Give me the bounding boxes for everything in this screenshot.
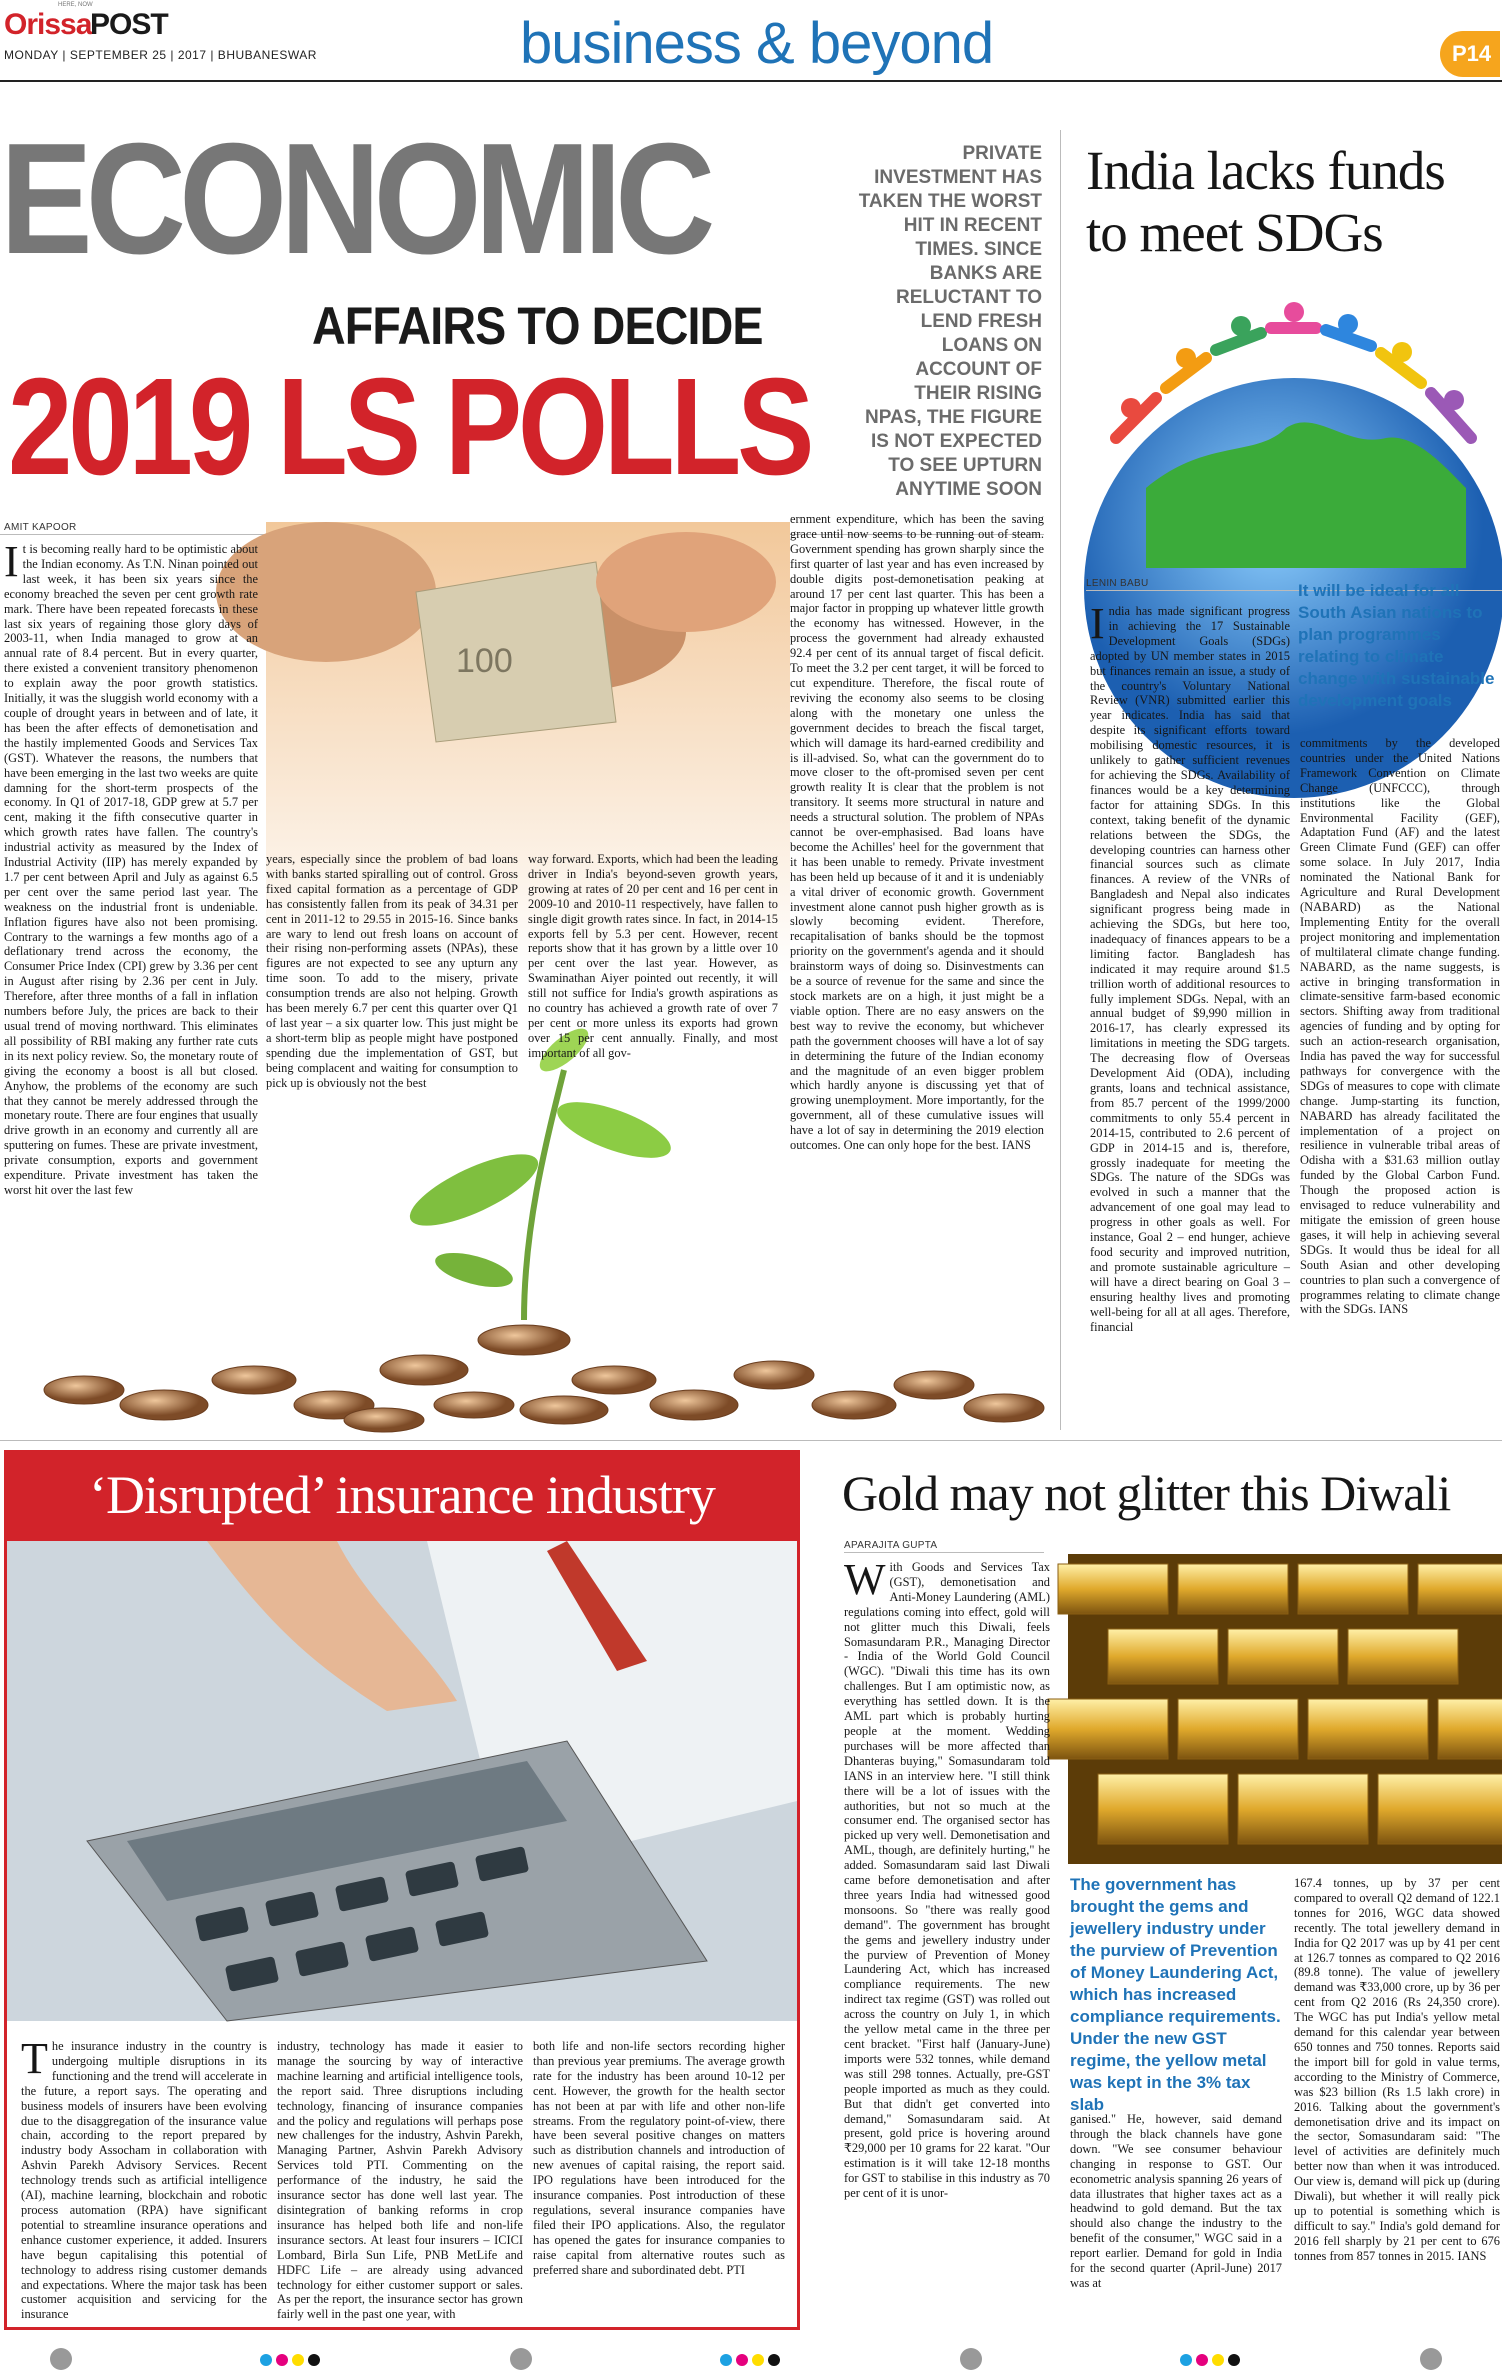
sdg-col2-text: commitments by the developed countries under the United Nations Framework Convention on Climate Change (UNFCCC), through institutions like the Global Environmental Facility (GEF), Adaptation Fund (AF) and the latest Green Climate Fund (GEF) can offer some solace. In July 2017, India nominated the National Bank for Agriculture and Rural Development (NABARD) as the National Implementing Entity for the overall project monitoring and implementation of multilateral climate change funding. NABARD, as the name suggests, is active in bringing transformation in climate-sensitive farm-based economic sectors. Shifting away from traditional agencies of funding and by opting for such an action-research organisation, India has paved the way for successful pathways for convergence with the SDGs of measures to cope with climate change. Jump-starting its function, NABARD has already facilitated the implementation of a project on resilience in vulnerable tribal areas of Odisha with a $31.63 million outlay funded by the Global Carbon Fund. Though the proposed action is envisaged to reduce vulnerability and mitigate the emission of green house gases, it will help in achieving several SDGs. It would thus be ideal for all South Asian and other developing countries to plan such a convergence of programmes relating to climate change with the SDGs. IANS <box>1300 736 1500 1317</box>
gold-column-3 <box>1294 1876 1500 2320</box>
sdg-drop-cap: I <box>1090 599 1105 648</box>
lead-headline-polls: 2019 LS POLLS <box>8 350 811 504</box>
reg-mark-magenta-3 <box>1196 2354 1208 2366</box>
gold-byline-rule <box>844 1552 1044 1553</box>
gold-column-1 <box>844 1555 1050 2320</box>
lead-byline: AMIT KAPOOR <box>4 522 77 533</box>
page-number-badge: P14 <box>1440 31 1500 77</box>
reg-mark-black-3 <box>1228 2354 1240 2366</box>
lead-column-4 <box>790 512 1044 1312</box>
lead-column-3 <box>528 852 778 1060</box>
logo-tagline: HERE, NOW <box>58 2 93 8</box>
insurance-col1-text: he insurance industry in the country is undergoing multiple disruptions in its functioning and the trend will accelerate in the future, a report says. The operating and business models of insurers have been evolving due to the disaggregation of the insurance value chain, according to the report prepared by industry body Assocham in collaboration with Ashvin Parekh Advisory Services. Recent technology trends such as artificial intelligence (AI), machine learning, blockchain and robotic process automation (RPA) have significant potential to streamline insurance operations and enhance customer experience, it added. Insurers have begun capitalising this potential of technology to address rising customer demands and expectations. Where the major task has been customer acquisition and servicing for the insurance <box>21 2039 267 2322</box>
reg-mark-grey-4 <box>1420 2348 1442 2370</box>
reg-mark-magenta-2 <box>736 2354 748 2366</box>
reg-mark-black-2 <box>768 2354 780 2366</box>
sdg-col1-text: ndia has made significant progress in achieving the 17 Sustainable Development Goals (SDGs) adopted by UN member states in 2015 but finances remain an issue, a study of the country's Voluntary National Review (VNR) submitted earlier this year indicates. India has said that despite its significant efforts toward mobilising domestic resources, it is unlikely to gather sufficient revenues for achieving the SDGs. Availability of finances would be a key determining factor for attaining SDGs. In this context, taking benefit of the dynamic relations between the SDGs, the developing countries can harness other financial sources such as climate finances. A review of the VNRs of Bangladesh and Nepal also indicates significant progress being made in achieving the SDGs, but here too, inadequacy of finances appears to be a limiting factor. Bangladesh has indicated it may require around $1.5 trillion worth of additional resources to fully implement SDGs. Nepal, with an annual budget of $9,990 million in 2016-17, has clearly expressed its limitations in meeting the SDG targets. The decreasing flow of Overseas Development Aid (ODA), including grants, loans and technical assistance, from 85.7 percent of the 1999/2000 commitments to only 55.4 percent in 2014-15, contributed to 2.6 percent of GDP in 2014-15 and is, therefore, grossly inadequate for meeting the SDGs. The nature of the SDGs was evolved in such a manner that the advancement of one goal may lead to progress in other goals as well. For instance, Goal 2 – end hunger, achieve food security and improved nutrition, and promote sustainable agriculture – will have a direct bearing on Goal 3 – ensuring healthy lives and promoting well-being for all at all ages. Therefore, financial <box>1090 604 1290 1334</box>
reg-mark-cyan-2 <box>720 2354 732 2366</box>
reg-mark-yellow-2 <box>752 2354 764 2366</box>
lead-col1-text: t is becoming really hard to be optimistic about the Indian economy. As T.N. Ninan pointed out last week, it has been six years since the economy breached the seven per cent growth rate mark. There have been repeated forecasts in these last six years of regaining those glory days of 2003-11, when India managed to grow at an annual rate of 8.4 percent. But in every quarter, there existed a convenient transitory phenomenon to explain away the poor growth statistics. Initially, it was the sluggish world economy with a couple of drought years in between and of late, it has been the after effects of demonetisation and the hastily implemented Goods and Services Tax (GST). Whatever the reasons, the numbers that have been emerging in the last two weeks are quite damning for the short-term prospects of the economy. In Q1 of 2017-18, GDP grew at 5.7 per cent, making it the fifth consecutive quarter in which growth rates have fallen. The country's industrial activity as measured by the Index of Industrial Activity (IIP) has merely expanded by 1.7 per cent between April and July as against 6.5 per cent over the same period last year. The weakness on the industrial front is undeniable. Inflation figures have also not been promising. Contrary to the warnings a few months ago of a deflationary trend across the economy, the Consumer Price Index (CPI) grew by 3.36 per cent in August after rising by 2.36 per cent in July. Therefore, after three months of a fall in inflation numbers before July, the prices are back to their usual trend of moving northward. This eliminates all possibility of RBI making any further rate cuts in its next policy review. So, the monetary route of giving the economy a boost is all but closed. Anyhow, the problems of the economy are such that they cannot be merely addressed through the monetary route. There are four engines that usually drive growth in an economy and currently all are sputtering on fumes. These are private investment, private consumption, exports and government expenditure. Private investment has taken the worst hit over the last few <box>4 542 258 1197</box>
drop-cap: I <box>4 537 19 586</box>
reg-mark-grey-1 <box>50 2348 72 2370</box>
insurance-column-3 <box>533 2039 785 2323</box>
masthead-logo <box>4 2 168 48</box>
reg-mark-yellow-3 <box>1212 2354 1224 2366</box>
logo-post: POST <box>90 8 168 41</box>
gold-column-2 <box>1070 2112 1282 2320</box>
insurance-col2-text: industry, technology has made it easier to manage the sourcing by way of interactive machine learning and artificial intelligence tools, the report said. Three disruptions including technology, financing of insurance companies and the policy and regulations will perhaps pose new challenges for the industry, Ashvin Parekh, Managing Partner, Ashvin Parekh Advisory Services told PTI. Commenting on the performance of the industry, he said the insurance sector has done well last year. The disintegration of banking reforms in crop insurance has helped both life and non-life insurance sectors. At least four insurers – ICICI Lombard, Birla Sun Life, PNB MetLife and HDFC Life – are already using advanced technology for either customer support or sales. As per the report, the insurance sector has grown fairly well in the past one year, with <box>277 2039 523 2322</box>
lead-column-1 <box>4 537 258 1390</box>
lead-headline-affairs: AFFAIRS TO DECIDE <box>312 297 763 356</box>
reg-mark-black-1 <box>308 2354 320 2366</box>
lead-col2-text: years, especially since the problem of bad loans with banks started spiralling out of control. Gross fixed capital formation as a percentage of GDP has consistently fallen from its peak of 34.31 per cent in 2011-12 to 29.55 in 2015-16. Since banks are wary to lend out fresh loans on account of their rising non-performing assets (NPAs), these figures are not expected to see any upturn any time soon. To add to the misery, private consumption trends are also not helping. Growth has been merely 6.7 per cent this quarter over Q1 of last year – a six quarter low. This just might be a short-term blip as people might have postponed spending due the implementation of GST, but being complacent and waiting for consumption to pick up is obviously not the best <box>266 852 518 1090</box>
globe-people-photo <box>1086 288 1502 568</box>
gold-drop-cap: W <box>844 1555 886 1604</box>
lead-pullquote: PRIVATE INVESTMENT HAS TAKEN THE WORST HIT IN RECENT TIMES. SINCE BANKS ARE RELUCTANT TO LEND FRESH LOANS ON ACCOUNT OF THEIR RISING NPAS, THE FIGURE IS NOT EXPECTED TO SEE UPTURN ANYTIME SOON <box>858 143 1042 500</box>
insurance-column-2 <box>277 2039 523 2323</box>
lead-headline-economic: ECONOMIC <box>0 111 709 287</box>
insurance-col3-text: both life and non-life sectors recording higher than previous year premiums. The average growth rate for the industry has been around 10-12 per cent. However, the growth for the health sector has not been at par with life and other non-life streams. From the regulatory point-of-view, there have been several positive changes on matters such as distribution channels and introduction of new avenues of capital raising, the report said. IPO regulations have been introduced for the insurance companies. Post introduction of these regulations, several insurance companies have filed their IPO applications. Also, the regulator has opened the gates for insurance companies to raise capital from alternative routes such as preferred share and subordinated debt. PTI <box>533 2039 785 2277</box>
reg-mark-grey-3 <box>960 2348 982 2370</box>
registration-marks <box>0 2340 1502 2379</box>
column-divider <box>1060 130 1061 1430</box>
section-title: business & beyond <box>520 11 994 76</box>
section-divider <box>0 1440 1502 1441</box>
sdg-pullquote: It will be ideal for all South Asian nations to plan programmes relating to climate change with sustainable development goals <box>1298 581 1495 710</box>
gold-headline: Gold may not glitter this Diwali <box>842 1465 1451 1521</box>
sdg-column-2 <box>1300 736 1500 1426</box>
gold-col2-text: ganised." He, however, said demand through the black channels have gone down. "We see consumer behaviour changing in response to GST. Our econometric analysis spanning 26 years of data illustrates that higher taxes act as a headwind to gold demand. But the tax should also change the industry to the benefit of the consumer," WGC said in a report earlier. Demand for gold in India for the second quarter (April-June) 2017 was at <box>1070 2112 1282 2290</box>
sdg-column-1 <box>1090 599 1290 1426</box>
insurance-box <box>4 1450 800 2330</box>
logo-orissa: Orissa <box>4 8 92 41</box>
reg-mark-cyan-1 <box>260 2354 272 2366</box>
gold-col3-text: 167.4 tonnes, up by 37 per cent compared to overall Q2 demand of 122.1 tonnes for 2016, WGC data showed recently. The total jewellery demand in India for Q2 2017 was up by 41 per cent at 126.7 tonnes as compared to Q2 2016 (89.8 tonne). The value of jewellery demand was ₹33,000 crore, up by 36 per cent from Q2 2016 (Rs 24,350 crore). The WGC has put India's yellow metal demand for this calendar year between 650 tonnes and 750 tonnes. Reports said the import bill for gold in value terms, according to the Ministry of Commerce, was $23 billion (Rs 1.5 lakh crore) in 2016. Talking about the government's demonetisation drive and its impact on the sector, Somasundaram said: "The level of activities are definitely much better now than when it was introduced. Our view is, demand will pick up (during Diwali), but whether it will really pick up to potential is something which is difficult to say." India's gold demand for 2016 fell sharply by 21 per cent to 676 tonnes from 857 tonnes in 2015. IANS <box>1294 1876 1500 2263</box>
reg-mark-magenta-1 <box>276 2354 288 2366</box>
insurance-column-1 <box>21 2034 267 2323</box>
reg-mark-cyan-3 <box>1180 2354 1192 2366</box>
sdg-byline: LENIN BABU <box>1086 578 1149 589</box>
lead-column-2 <box>266 852 518 1256</box>
masthead-rule <box>0 80 1502 82</box>
dateline: MONDAY | SEPTEMBER 25 | 2017 | BHUBANESWAR <box>4 48 317 62</box>
gold-col1-text: ith Goods and Services Tax (GST), demonetisation and Anti-Money Laundering (AML) regulations coming into effect, gold will not glitter much this Diwali, feels Somasundaram P.R., Managing Director - India of the World Gold Council (WGC). "Diwali this time has its own challenges. But I am optimistic now, as everything has settled down. It is the AML part which is probably hurting people at the moment. Wedding purchases will be more affected than Dhanteras buying," Somasundaram told IANS in an interview here. "I still think there will be a lot of issues with the authorities, but not so much at the consumer end. The organised sector has picked up very well. Demonetisation and AML, though, are definitely hurting," he added. Somasundaram said last Diwali came before demonetisation and after three years India had witnessed good monsoons. So "there was really good demand". The government has brought the gems and jewellery industry under the purview of Prevention of Money Laundering Act, which has increased compliance requirements. The new indirect tax regime (GST) was rolled out across the country on July 1, in which the yellow metal came in the three per cent bracket. "First half (January-June) imports were 532 tonnes, while demand was still 298 tonnes. Actually, pre-GST people imported as much as they could. But that didn't get converted into demand," Somasundaram said. At present, gold price is hovering around ₹29,000 per 10 grams for 22 karat. "Our estimation is it will take 12-18 months for GST to stabilise in this industry as 70 per cent of it is unor- <box>844 1560 1050 2201</box>
reg-mark-grey-2 <box>510 2348 532 2370</box>
lead-col4-text: ernment expenditure, which has been the saving grace until now seems to be running out of steam. Government spending has grown sharply since the first quarter of last year and has even increased by double digits post-demonetisation peaking at around 17 per cent last quarter. This has been a major factor in propping up whatever little growth the economy has witnessed. However, in the process the government had already exhausted 92.4 per cent of its annual target of fiscal deficit. To meet the 3.2 per cent target, it will be forced to cut expenditure. Therefore, the fiscal route of reviving the economy also seems to be closing along with the monetary one unless the government decides to breach the fiscal target, which will damage its hard-earned credibility and is ill-advised. So, what can the government do to move closer to the oft-promised seven per cent growth reality It is clear that the problem is not transitory. It seems more structural in nature and needs a structural solution. The problem of NPAs cannot be over-emphasised. Bad loans have become the Achilles' heel for the government that it has been unable to remedy. Private investment has been held up because of it and it is undeniably a vital driver of economic growth. Government investment alone cannot push higher growth as is slowly becoming evident. Therefore, recapitalisation of banks should be the topmost priority on the government's agenda and it should brainstorm ways of doing so. Disinvestments can be a source of revenue for the same and since the stock markets are on a high, it just might be a viable option. There are no easy answers on the best way to revive the economy, but whichever path the government chooses will have a lot of say in determining the future of the Indian economy and the magnitude of an even bigger problem which hardly anyone is discussing yet that of growing unemployment. More importantly, for the government, all of these cumulative issues will have a lot of say in determining the 2019 election outcomes. One can only hope for the best. IANS <box>790 512 1044 1153</box>
gold-pullquote: The government has brought the gems and jewellery industry under the purview of Prevention of Money Laundering Act, which has increased compliance requirements. Under the new GST regime, the yellow metal was kept in the 3% tax slab <box>1070 1875 1281 2114</box>
svg-text:100: 100 <box>456 642 513 680</box>
insurance-headline: ‘Disrupted’ insurance industry <box>7 1453 797 1541</box>
calculator-photo <box>7 1541 797 2021</box>
gold-bars-photo <box>1068 1554 1502 1864</box>
gold-byline: APARAJITA GUPTA <box>844 1540 938 1551</box>
insurance-drop-cap: T <box>21 2034 48 2083</box>
lead-col3-text: way forward. Exports, which had been the leading driver in India's beyond-seven growth years, growing at rates of 20 per cent and 16 per cent in 2009-10 and 2010-11 respectively, have fallen to single digit growth rates since. In fact, in 2014-15 exports fell by 5.3 per cent. However, recent reports show that it has grown by a little over 10 per cent over the last year. However, as Swaminathan Aiyer pointed out recently, it will still not suffice for India's growth aspirations as no country has achieved a growth rate of over 7 per cent or more unless its exports had grown over 15 per cent annually. Finally, and most important of all gov- <box>528 852 778 1060</box>
reg-mark-yellow-1 <box>292 2354 304 2366</box>
sdg-headline: India lacks funds to meet SDGs <box>1086 140 1445 263</box>
